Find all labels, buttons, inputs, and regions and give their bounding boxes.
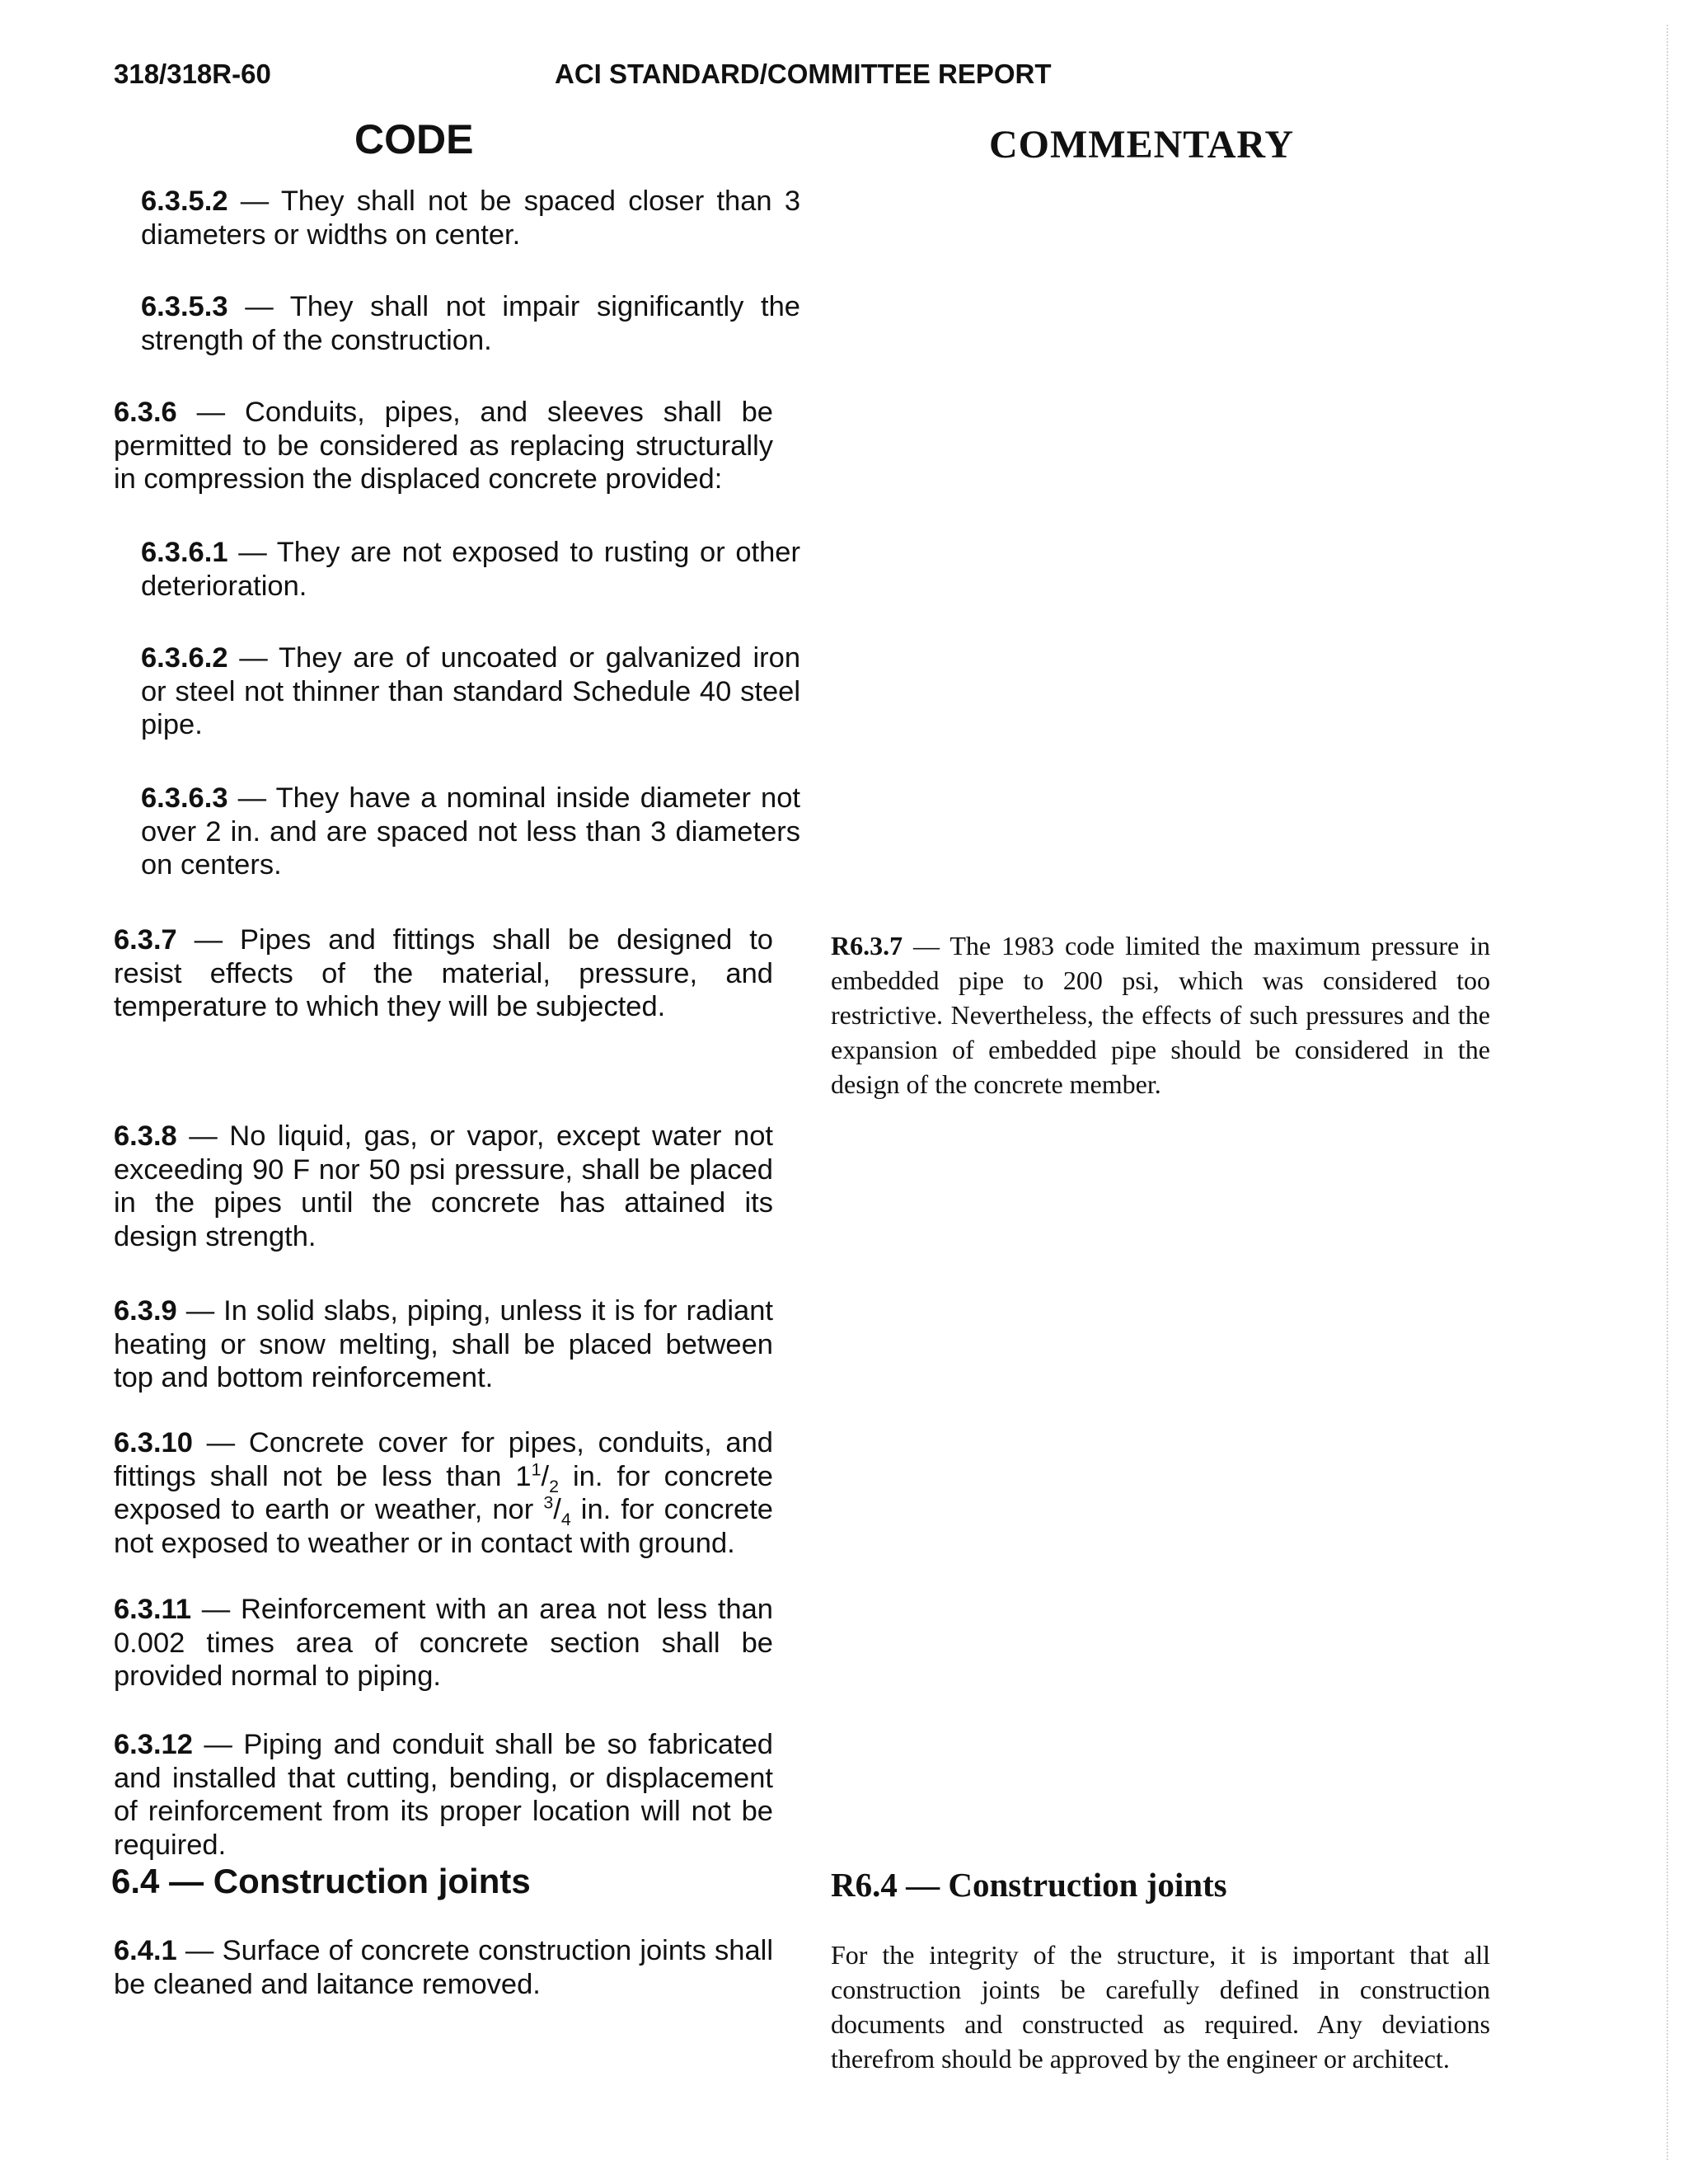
fraction-three-quarters: $^3/_4$ xyxy=(543,1492,571,1529)
section-number: 6.3.6.1 xyxy=(141,537,228,568)
em-dash: — xyxy=(906,1866,940,1904)
em-dash: — xyxy=(206,1427,236,1458)
section-text: Reinforcement with an area not less than 0.002 times area of concrete section shall be provided normal to piping. xyxy=(114,1594,773,1692)
section-text: Piping and conduit shall be so fabricated and installed that cutting, bending, or displacement of reinforcement from its proper location will not be required. xyxy=(114,1729,773,1861)
code-section-6-3-6 xyxy=(114,396,773,496)
section-number: R6.4 xyxy=(831,1866,898,1904)
section-text: in. for concrete not exposed to weather or in contact with ground. xyxy=(114,1494,773,1559)
section-title: Construction joints xyxy=(213,1862,531,1900)
code-section-6-3-6-2 xyxy=(114,641,800,742)
section-text: They are not exposed to rusting or other deterioration. xyxy=(141,537,800,602)
code-column-title: CODE xyxy=(354,116,474,162)
code-section-6-3-6-1 xyxy=(114,536,800,603)
section-text: They shall not be spaced closer than 3 diameters or widths on center. xyxy=(141,186,801,251)
em-dash: — xyxy=(913,931,940,960)
section-text: They shall not impair significantly the strength of the construction. xyxy=(141,291,800,356)
code-section-6-4-1 xyxy=(114,1934,773,2001)
em-dash: — xyxy=(185,1295,215,1327)
section-text: in. for concrete exposed to earth or weather, nor xyxy=(114,1460,773,1525)
code-section-6-3-8 xyxy=(114,1120,773,1253)
em-dash: — xyxy=(239,642,268,674)
section-number: 6.3.9 xyxy=(114,1295,177,1327)
commentary-heading-r6-4 xyxy=(831,1865,1227,1905)
code-section-6-3-6-3 xyxy=(114,782,800,882)
section-number: 6.4 xyxy=(111,1862,160,1900)
section-number: 6.4.1 xyxy=(114,1935,177,1966)
page-edge-line xyxy=(1667,25,1668,2160)
page-number: 318/318R-60 xyxy=(114,59,271,89)
section-text: No liquid, gas, or vapor, except water not exceeding 90 F nor 50 psi pressure, shall be placed in the pipes until the concrete has attained its design strength. xyxy=(114,1120,774,1252)
em-dash: — xyxy=(201,1594,231,1625)
em-dash: — xyxy=(237,782,267,814)
em-dash: — xyxy=(189,1120,218,1152)
commentary-column-title: COMMENTARY xyxy=(989,123,1295,167)
section-text: The 1983 code limited the maximum pressure in embedded pipe to 200 psi, which was considered too restrictive. Nevertheless, the effects of such pressures and the expansion of embedded pipe should be considered in the design of the concrete member. xyxy=(831,931,1491,1099)
code-section-6-3-9 xyxy=(114,1294,773,1395)
commentary-r6-3-7 xyxy=(831,928,1490,1101)
commentary-r6-4-text: For the integrity of the structure, it is important that all construction joints be carefully defined in construction documents and constructed as required. Any deviations therefrom should be approved by the engineer or architect. xyxy=(831,1940,1490,2074)
code-section-6-3-12 xyxy=(114,1728,773,1862)
section-number: 6.3.6.2 xyxy=(141,642,228,674)
code-section-6-3-11 xyxy=(114,1593,773,1693)
code-section-6-3-5-2 xyxy=(114,185,800,251)
section-number: 6.3.11 xyxy=(114,1594,192,1625)
section-title: Construction joints xyxy=(948,1866,1227,1904)
em-dash: — xyxy=(185,1935,214,1966)
section-text: They are of uncoated or galvanized iron or steel not thinner than standard Schedule 40 steel pipe. xyxy=(141,642,801,740)
section-number: 6.3.8 xyxy=(114,1120,177,1152)
section-text: They have a nominal inside diameter not over 2 in. and are spaced not less than 3 diameters on centers. xyxy=(141,782,800,881)
section-text: Pipes and fittings shall be designed to resist effects of the material, pressure, and temperature to which they will be subjected. xyxy=(114,924,773,1022)
code-section-6-3-5-3 xyxy=(114,290,800,357)
section-text: Surface of concrete construction joints shall be cleaned and laitance removed. xyxy=(114,1935,773,2000)
section-text: Conduits, pipes, and sleeves shall be permitted to be considered as replacing structurally in compression the displaced concrete provided: xyxy=(114,397,773,495)
code-heading-6-4 xyxy=(111,1862,531,1901)
code-section-6-3-7 xyxy=(114,923,773,1024)
fraction-one-half: $^1/_2$ xyxy=(531,1459,559,1496)
section-number: 6.3.7 xyxy=(114,924,177,956)
section-number: 6.3.6.3 xyxy=(141,782,228,814)
section-text: Concrete cover for pipes, conduits, and fittings shall not be less than 1 xyxy=(114,1427,773,1492)
em-dash: — xyxy=(245,291,274,322)
section-number: 6.3.12 xyxy=(114,1729,193,1760)
section-number: 6.3.5.2 xyxy=(141,186,228,217)
em-dash: — xyxy=(169,1862,204,1900)
section-number: 6.3.10 xyxy=(114,1427,193,1458)
section-text: In solid slabs, piping, unless it is for radiant heating or snow melting, shall be placed between top and bottom reinforcement. xyxy=(114,1295,773,1393)
code-section-6-3-10 xyxy=(114,1426,773,1560)
section-number: R6.3.7 xyxy=(831,931,903,960)
section-number: 6.3.5.3 xyxy=(141,291,228,322)
em-dash: — xyxy=(238,537,267,568)
section-number: 6.3.6 xyxy=(114,397,177,428)
em-dash: — xyxy=(194,924,223,956)
running-title: ACI STANDARD/COMMITTEE REPORT xyxy=(555,59,1052,89)
em-dash: — xyxy=(240,186,270,217)
em-dash: — xyxy=(196,397,226,428)
em-dash: — xyxy=(204,1729,232,1760)
